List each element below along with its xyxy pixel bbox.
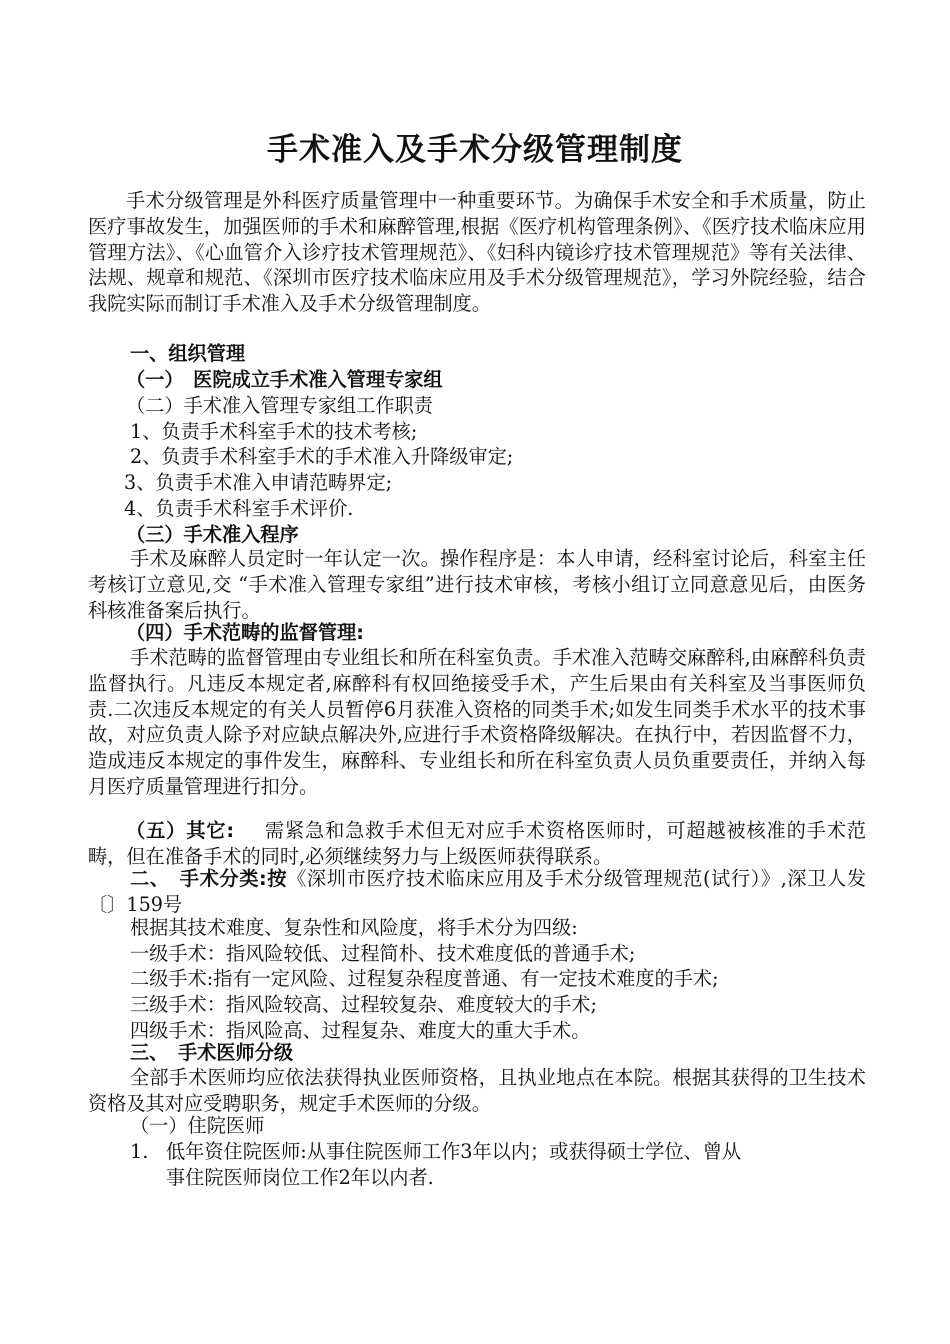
level-3-surgery: 三级手术：指风险较高、过程较复杂、难度较大的手术; (130, 993, 597, 1016)
section2-paragraph (88, 866, 866, 918)
section1-item4-heading: （四）手术范畴的监督管理: (126, 621, 364, 644)
resident-item-number: 1. (130, 1140, 149, 1163)
other-text: 需紧急和急救手术但无对应手术资格医师时，可超越被核准的手术范畴，但在准备手术的同时,必须继续努力与上级医师获得联系。 (88, 819, 866, 868)
section2-text: 《深圳市医疗技术临床应用及手术分级管理规范(试行）》,深卫人发〔〕159号 (88, 867, 867, 916)
other-label: （五）其它: (126, 819, 235, 842)
duty-item-2: 2、负责手术科室手术的手术准入升降级审定; (130, 445, 514, 468)
section3-paragraph: 全部手术医师均应依法获得执业医师资格，且执业地点在本院。根据其获得的卫生技术资格及其对应受聘职务，规定手术医师的分级。 (88, 1066, 866, 1115)
resident-item-line-2: 事住院医师岗位工作2年以内者. (166, 1166, 434, 1189)
level-2-surgery: 二级手术:指有一定风险、过程复杂程度普通、有一定技术难度的手术; (130, 967, 719, 990)
section1-item1-heading: （一） 医院成立手术准入管理专家组 (126, 368, 443, 391)
section1-heading: 一、组织管理 (130, 342, 246, 365)
section2-label: 二、 手术分类:按 (130, 867, 288, 890)
level-4-surgery: 四级手术：指风险高、过程复杂、难度大的重大手术。 (130, 1019, 591, 1042)
intro-paragraph: 手术分级管理是外科医疗质量管理中一种重要环节。为确保手术安全和手术质量，防止医疗事故发生，加强医师的手术和麻醉管理,根据《医疗机构管理条例》、《医疗技术临床应用管理方法》、《心血管介入诊疗技术管理规范》、《妇科内镜诊疗技术管理规范》等有关法律、法规、规章和规范、《深圳市医疗技术临床应用及手术分级管理规范》，学习外院经验，结合我院实际而制订手术准入及手术分级管理制度。 (88, 189, 866, 316)
duty-item-4: 4、负责手术科室手术评价. (124, 497, 354, 520)
supervision-paragraph: 手术范畴的监督管理由专业组长和所在科室负责。手术准入范畴交麻醉科,由麻醉科负责监督执行。凡违反本规定者,麻醉科有权回绝接受手术，产生后果由有关科室及当事医师负责.二次违反本规定的有关人员暂停6月获准入资格的同类手术;如发生同类手术水平的技术事故，对应负责人除予对应缺点解决外,应进行手术资格降级解决。在执行中，若因监督不力，造成违反本规定的事件发生，麻醉科、专业组长和所在科室负责人员负重要责任，并纳入每月医疗质量管理进行扣分。 (88, 646, 866, 798)
section1-item3-heading: （三）手术准入程序 (126, 523, 299, 546)
section3-heading: 三、 手术医师分级 (130, 1041, 294, 1064)
procedure-paragraph: 手术及麻醉人员定时一年认定一次。操作程序是：本人申请，经科室讨论后，科室主任考核订立意见,交 “手术准入管理专家组”进行技术审核，考核小组订立同意意见后，由医务科核准备案后执行。 (88, 547, 866, 622)
resident-physician-heading: （一）住院医师 (130, 1114, 265, 1137)
other-paragraph (88, 818, 866, 870)
duty-item-3: 3、负责手术准入申请范畴界定; (124, 471, 393, 494)
level-1-surgery: 一级手术：指风险较低、过程简朴、技术难度低的普通手术; (130, 942, 636, 965)
classification-intro: 根据其技术难度、复杂性和风险度，将手术分为四级: (130, 916, 578, 939)
section1-item2-heading: （二）手术准入管理专家组工作职责 (126, 394, 433, 417)
document-title: 手术准入及手术分级管理制度 (267, 132, 683, 168)
duty-item-1: 1、负责手术科室手术的技术考核; (130, 420, 418, 443)
resident-item-line-1: 低年资住院医师:从事住院医师工作3年以内；或获得硕士学位、曾从 (166, 1140, 742, 1163)
